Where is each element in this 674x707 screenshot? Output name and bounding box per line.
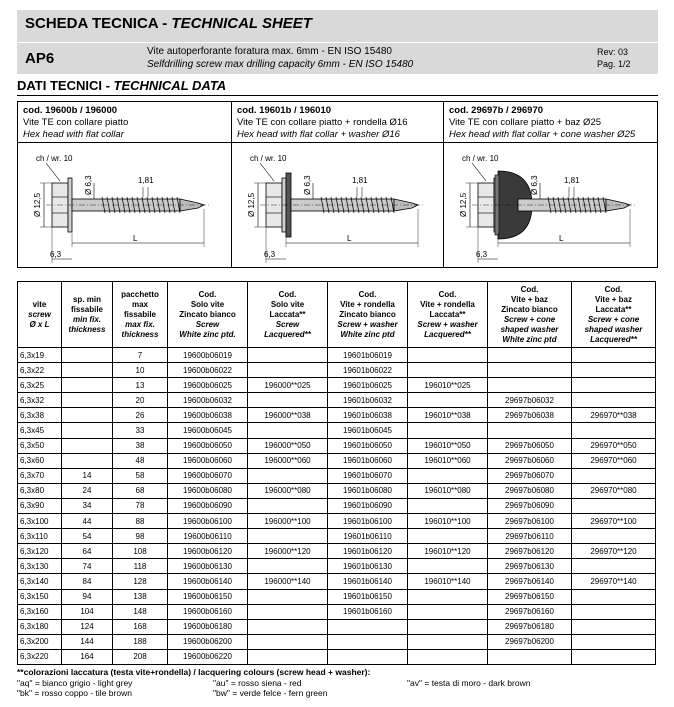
product-description-en: Selfdrilling screw max drilling capacity 6mm - EN ISO 15480 [147,59,414,70]
table-cell: 19600b06140 [168,574,248,589]
table-cell: 19600b06022 [168,363,248,378]
table-cell: 6,3x220 [18,649,62,664]
table-row [18,393,656,408]
table-cell: 19601b06100 [328,514,408,529]
column-header [488,282,572,348]
table-cell: 19601b06140 [328,574,408,589]
table-cell: 196010**080 [408,483,488,498]
table-cell: 19600b06150 [168,589,248,604]
table-header-row [18,282,656,348]
table-cell: 19600b06110 [168,529,248,544]
column-header-label: Cod. Vite + baz Laccata** [595,284,632,314]
table-cell: 19600b06032 [168,393,248,408]
table-cell: 6,3x60 [18,453,62,468]
dim-head-diameter: Ø 12,5 [33,192,42,217]
table-row [18,378,656,393]
wrench-size-label: ch / wr. 10 [250,154,287,163]
dim-shank-diameter: Ø 6,3 [84,175,93,195]
table-cell [248,529,328,544]
table-cell: 196000**060 [248,453,328,468]
table-cell: 48 [113,453,168,468]
table-cell: 168 [113,619,168,634]
table-row [18,468,656,483]
table-cell [62,393,113,408]
table-cell: 29697b06120 [488,544,572,559]
table-cell: 58 [113,468,168,483]
table-cell: 19600b06220 [168,649,248,664]
table-cell: 19600b06060 [168,453,248,468]
table-row [18,423,656,438]
table-cell: 108 [113,544,168,559]
table-cell: 104 [62,604,113,619]
table-cell [248,363,328,378]
table-cell [328,634,408,649]
table-cell [248,468,328,483]
table-cell: 196010**025 [408,378,488,393]
document-title: SCHEDA TECNICA - TECHNICAL SHEET [25,15,312,32]
column-header [18,282,62,348]
table-cell: 196010**140 [408,574,488,589]
table-cell [328,649,408,664]
table-cell: 13 [113,378,168,393]
table-cell [408,559,488,574]
table-cell: 34 [62,498,113,513]
table-cell: 19601b06150 [328,589,408,604]
column-header [248,282,328,348]
table-cell [248,619,328,634]
table-cell: 29697b06110 [488,529,572,544]
table-cell [248,393,328,408]
table-cell: 208 [113,649,168,664]
table-cell [488,378,572,393]
table-cell [62,348,113,363]
table-cell: 6,3x120 [18,544,62,559]
dim-length: L [133,234,138,243]
table-cell: 196010**050 [408,438,488,453]
table-cell: 29697b06060 [488,453,572,468]
table-cell: 19601b06045 [328,423,408,438]
table-cell: 19600b06180 [168,619,248,634]
table-cell [572,348,656,363]
table-cell [572,378,656,393]
table-cell: 26 [113,408,168,423]
table-cell [62,363,113,378]
legend-item: "au" = rosso siena - red [213,677,302,688]
table-cell: 144 [62,634,113,649]
table-cell [572,498,656,513]
table-cell: 98 [113,529,168,544]
table-cell: 19600b06130 [168,559,248,574]
table-cell: 19601b06050 [328,438,408,453]
legend-row [17,688,658,699]
table-cell: 124 [62,619,113,634]
table-cell: 38 [113,438,168,453]
screw-drawing [18,143,231,267]
table-cell [572,529,656,544]
table-cell: 6,3x130 [18,559,62,574]
column-header-label: Cod. Vite + rondella Laccata** [420,289,475,319]
legend-item: "bk" = rosso coppo - tile brown [17,688,132,698]
table-cell [572,393,656,408]
table-row [18,589,656,604]
table-row [18,348,656,363]
legend-item: "aq" = bianco grigio - light grey [17,677,133,688]
table-cell [248,559,328,574]
table-cell: 29697b06070 [488,468,572,483]
technical-data-table [17,281,656,665]
table-cell: 24 [62,483,113,498]
table-cell: 196010**060 [408,453,488,468]
table-cell: 188 [113,634,168,649]
table-cell: 196010**100 [408,514,488,529]
column-header [113,282,168,348]
legend-title: **colorazioni laccatura (testa vite+rondella) / lacquering colours (screw head + washer): [17,667,371,677]
table-cell [488,423,572,438]
table-row [18,408,656,423]
table-cell: 19600b06019 [168,348,248,363]
table-cell: 19600b06025 [168,378,248,393]
table-cell: 148 [113,604,168,619]
table-cell: 19601b06130 [328,559,408,574]
table-cell [248,348,328,363]
table-cell: 10 [113,363,168,378]
column-header-translation: min fix. thickness [68,314,106,334]
table-cell [572,589,656,604]
table-cell [408,423,488,438]
column-header-translation: Screw + cone shaped washer Lacquered** [584,314,643,344]
column-header-label: sp. min fissabile [70,294,103,314]
table-cell [488,348,572,363]
table-cell: 296970**080 [572,483,656,498]
table-cell: 78 [113,498,168,513]
table-cell [408,529,488,544]
table-cell [62,423,113,438]
table-cell: 19600b06200 [168,634,248,649]
table-row [18,498,656,513]
table-cell [328,619,408,634]
table-cell: 54 [62,529,113,544]
table-cell [408,498,488,513]
table-cell: 6,3x110 [18,529,62,544]
table-row [18,514,656,529]
table-cell: 68 [113,483,168,498]
dim-thread-pitch: 1,81 [138,176,154,185]
table-cell [408,604,488,619]
table-cell: 19601b06080 [328,483,408,498]
table-cell: 6,3x150 [18,589,62,604]
column-header-translation: max fix. thickness [121,319,159,339]
table-cell: 6,3x22 [18,363,62,378]
table-row [18,574,656,589]
table-row [18,649,656,664]
table-cell: 6,3x80 [18,483,62,498]
table-cell [408,649,488,664]
section-title: DATI TECNICI - TECHNICAL DATA [17,78,658,96]
dim-length: L [559,234,564,243]
table-row [18,619,656,634]
legend-item: "av" = testa di moro - dark brown [407,677,531,688]
table-cell: 7 [113,348,168,363]
revision-label: Rev: 03 [597,47,629,57]
table-cell [408,348,488,363]
column-header-label: Cod. Solo vite Laccata** [269,289,306,319]
table-cell: 19600b06090 [168,498,248,513]
legend-row [17,678,658,689]
column-header [168,282,248,348]
screw-drawing [232,143,443,267]
table-cell: 296970**060 [572,453,656,468]
table-cell [572,634,656,649]
table-cell: 196000**025 [248,378,328,393]
table-row [18,634,656,649]
table-cell: 19600b06100 [168,514,248,529]
table-cell [408,468,488,483]
table-cell: 29697b06130 [488,559,572,574]
table-cell [408,619,488,634]
table-cell: 296970**100 [572,514,656,529]
table-cell: 19600b06070 [168,468,248,483]
column-header [572,282,656,348]
table-cell: 6,3x50 [18,438,62,453]
wrench-size-label: ch / wr. 10 [36,154,73,163]
table-cell: 296970**038 [572,408,656,423]
table-cell: 19601b06160 [328,604,408,619]
table-cell [248,589,328,604]
table-cell: 6,3x160 [18,604,62,619]
table-cell: 19601b06090 [328,498,408,513]
dim-thread-pitch: 1,81 [352,176,368,185]
table-cell [488,363,572,378]
table-cell: 19601b06025 [328,378,408,393]
table-cell [62,408,113,423]
table-row [18,453,656,468]
screw-drawing [444,143,657,267]
table-cell: 19600b06120 [168,544,248,559]
column-header-translation: Screw + washer White zinc ptd [337,319,398,339]
table-cell: 196000**038 [248,408,328,423]
table-cell [572,604,656,619]
table-cell: 84 [62,574,113,589]
table-cell: 29697b06038 [488,408,572,423]
product-description-it: Vite autoperforante foratura max. 6mm - EN ISO 15480 [147,46,392,57]
table-cell: 6,3x38 [18,408,62,423]
table-cell: 296970**050 [572,438,656,453]
product-panel-flat-collar-washer [231,101,444,268]
table-cell: 29697b06200 [488,634,572,649]
column-header-translation: Screw Lacquered** [264,319,311,339]
table-cell: 196000**100 [248,514,328,529]
wrench-size-label: ch / wr. 10 [462,154,499,163]
table-row [18,604,656,619]
dim-head-diameter: Ø 12,5 [247,192,256,217]
table-cell: 74 [62,559,113,574]
column-header-translation: screw Ø x L [28,309,51,329]
table-cell: 196000**140 [248,574,328,589]
column-header-label: Cod. Vite + baz Zincato bianco [501,284,558,314]
column-header-translation: Screw + washer Lacquered** [417,319,478,339]
page-number: Pag. 1/2 [597,59,631,69]
table-cell: 196000**120 [248,544,328,559]
table-cell: 19601b06032 [328,393,408,408]
table-cell: 19601b06060 [328,453,408,468]
table-row [18,438,656,453]
dim-shank-diameter: Ø 6,3 [530,175,539,195]
column-header-label: Cod. Solo vite Zincato bianco [179,289,236,319]
table-cell: 6,3x100 [18,514,62,529]
table-cell: 29697b06150 [488,589,572,604]
product-panel-flat-collar [17,101,232,268]
table-cell: 29697b06090 [488,498,572,513]
dim-shank-diameter: Ø 6,3 [303,175,312,195]
table-cell: 6,3x19 [18,348,62,363]
header-divider [17,42,658,43]
product-caption: cod. 19601b / 196010 Vite TE con collare piatto + rondella Ø16 Hex head with flat collar + washer Ø16 [232,102,443,143]
table-cell: 44 [62,514,113,529]
table-cell: 20 [113,393,168,408]
table-cell: 19600b06050 [168,438,248,453]
table-row [18,483,656,498]
table-cell: 6,3x25 [18,378,62,393]
table-cell: 6,3x32 [18,393,62,408]
table-cell: 29697b06140 [488,574,572,589]
table-cell [572,649,656,664]
table-cell: 19601b06019 [328,348,408,363]
table-cell [248,423,328,438]
table-cell: 19601b06120 [328,544,408,559]
table-cell [572,423,656,438]
dim-head-diameter: Ø 12,5 [459,192,468,217]
table-row [18,544,656,559]
dim-head-height: 6,3 [50,250,62,259]
table-row [18,529,656,544]
table-cell [62,453,113,468]
table-cell: 6,3x180 [18,619,62,634]
header-band [17,10,658,74]
product-caption: cod. 19600b / 196000 Vite TE con collare piatto Hex head with flat collar [18,102,231,143]
product-panel-cone-washer [443,101,658,268]
table-cell: 196000**050 [248,438,328,453]
table-cell [488,649,572,664]
table-cell: 19601b06110 [328,529,408,544]
table-cell [572,468,656,483]
table-cell: 196000**080 [248,483,328,498]
dim-head-height: 6,3 [476,250,488,259]
table-cell [572,363,656,378]
table-cell: 94 [62,589,113,604]
table-cell [572,559,656,574]
table-cell [408,589,488,604]
product-caption: cod. 29697b / 296970 Vite TE con collare piatto + baz Ø25 Hex head with flat collar + cone washer Ø25 [444,102,657,143]
column-header-translation: Screw White zinc ptd. [179,319,236,339]
table-cell: 33 [113,423,168,438]
table-cell: 6,3x200 [18,634,62,649]
table-cell: 19600b06160 [168,604,248,619]
dim-thread-pitch: 1,81 [564,176,580,185]
table-cell: 6,3x70 [18,468,62,483]
table-cell: 29697b06050 [488,438,572,453]
legend-item: "bw" = verde felce - fern green [213,688,328,698]
table-cell: 164 [62,649,113,664]
table-cell: 128 [113,574,168,589]
table-cell: 6,3x45 [18,423,62,438]
table-cell: 14 [62,468,113,483]
table-cell [248,649,328,664]
column-header-label: vite [32,299,47,309]
product-code: AP6 [25,50,55,67]
table-cell: 19601b06038 [328,408,408,423]
column-header-label: pacchetto max fissabile [121,289,159,319]
column-header [408,282,488,348]
table-cell: 29697b06100 [488,514,572,529]
table-cell: 6,3x140 [18,574,62,589]
table-cell [62,438,113,453]
table-cell: 19600b06038 [168,408,248,423]
table-cell: 196010**120 [408,544,488,559]
table-cell [248,498,328,513]
table-cell: 19601b06070 [328,468,408,483]
table-cell: 19600b06080 [168,483,248,498]
table-row [18,559,656,574]
table-cell: 19601b06022 [328,363,408,378]
table-cell [248,604,328,619]
lacquer-colours-legend [17,667,658,699]
table-cell: 29697b06160 [488,604,572,619]
table-cell: 29697b06080 [488,483,572,498]
table-cell [408,393,488,408]
table-cell: 138 [113,589,168,604]
table-cell: 88 [113,514,168,529]
table-cell: 6,3x90 [18,498,62,513]
table-cell: 196010**038 [408,408,488,423]
table-cell [248,634,328,649]
table-cell: 29697b06032 [488,393,572,408]
table-cell: 64 [62,544,113,559]
dim-head-height: 6,3 [264,250,276,259]
table-cell: 118 [113,559,168,574]
table-cell: 29697b06180 [488,619,572,634]
column-header-label: Cod. Vite + rondella Zincato bianco [339,289,396,319]
dim-length: L [347,234,352,243]
table-cell [408,363,488,378]
table-cell: 296970**120 [572,544,656,559]
table-cell [62,378,113,393]
table-cell [408,634,488,649]
table-cell: 296970**140 [572,574,656,589]
column-header [328,282,408,348]
column-header [62,282,113,348]
table-row [18,363,656,378]
table-cell: 19600b06045 [168,423,248,438]
table-cell [572,619,656,634]
column-header-translation: Screw + cone shaped washer White zinc ptd [500,314,559,344]
